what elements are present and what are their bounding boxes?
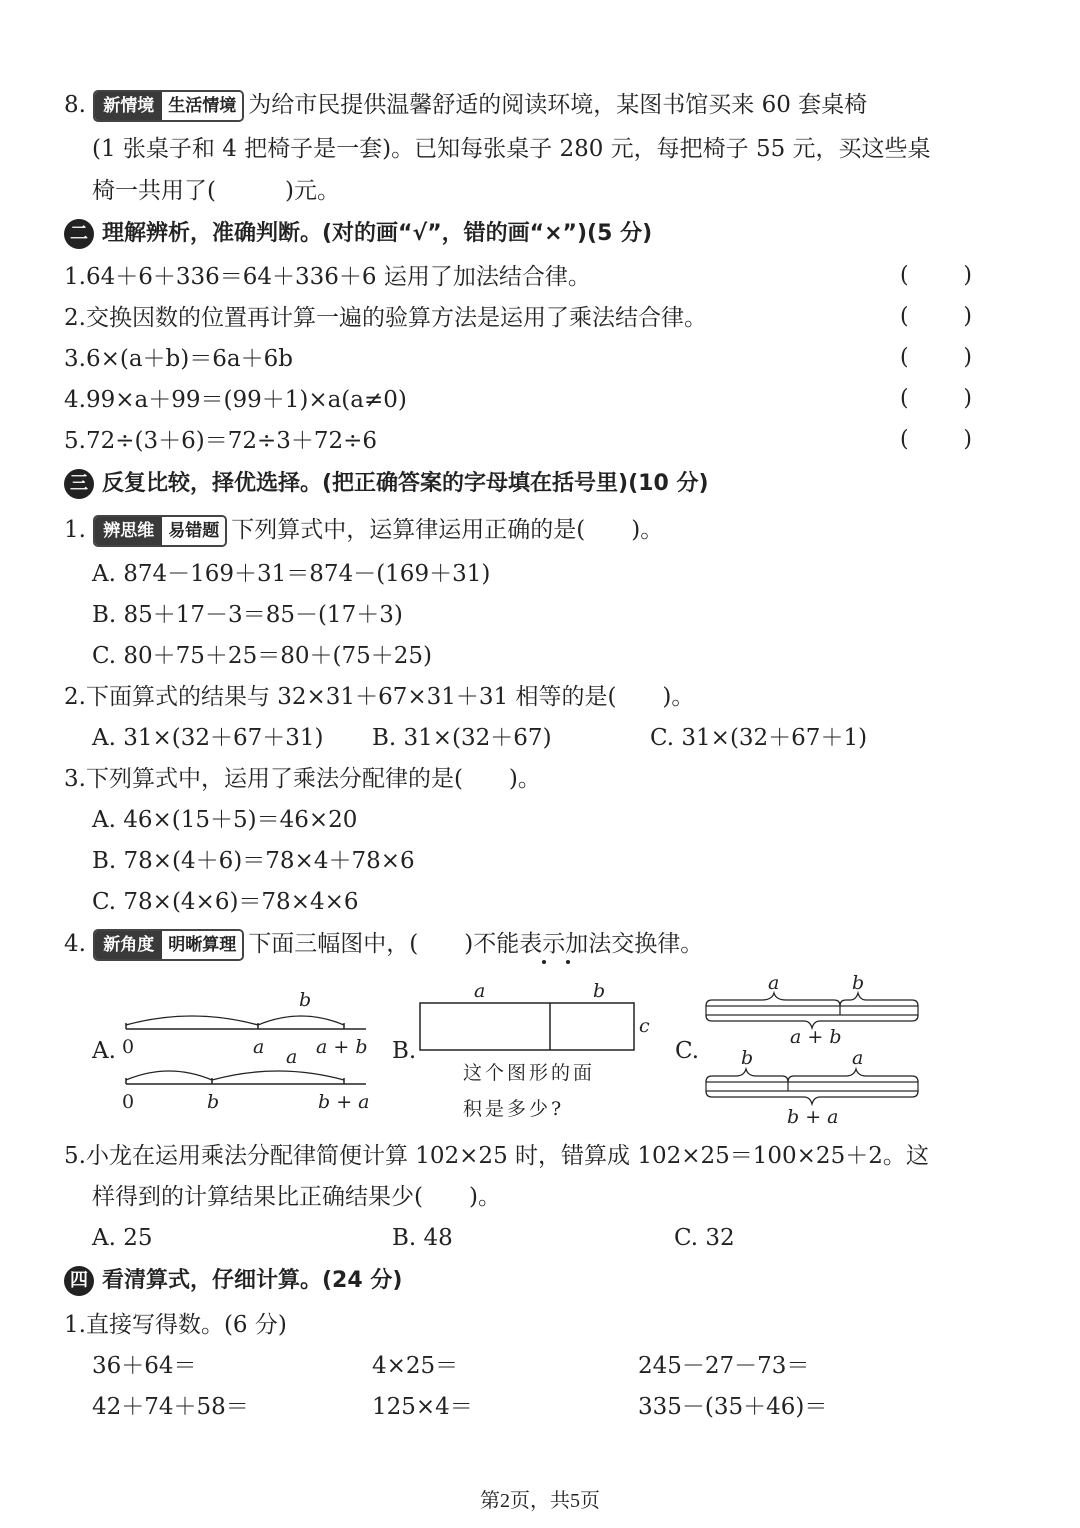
answer-blank-5[interactable]: [900, 427, 972, 452]
choice-q5-option-a: A. 25: [92, 1225, 153, 1251]
choice-q2-option-a: A. 31×(32＋67＋31): [92, 725, 324, 751]
choice-q2-text: 下面算式的结果与 32×31＋67×31＋31 相等的是( )。: [85, 684, 695, 710]
q8-badge: [93, 90, 244, 122]
section-2-title: 理解辨析，准确判断。(对的画“√”，错的画“×”)(5 分): [102, 221, 653, 246]
section-4-title: 看清算式，仔细计算。(24 分): [102, 1268, 403, 1293]
calc-expression: 36＋64＝: [92, 1353, 197, 1379]
q8-number: 8.: [64, 92, 86, 118]
section-2-mark: 二: [64, 219, 94, 249]
figure-c-a-2: a: [852, 1047, 864, 1069]
judge-item-number: 1.: [64, 264, 86, 290]
judge-item-text: 72÷(3＋6)＝72÷3＋72÷6: [85, 428, 378, 454]
section-3-title: 反复比较，择优选择。(把正确答案的字母填在括号里)(10 分): [102, 471, 709, 496]
calc-q1-stem: [64, 1310, 287, 1340]
judge-item-text: 交换因数的位置再计算一遍的验算方法是运用了乘法结合律。: [85, 305, 707, 331]
figure-c-b-2: b: [741, 1047, 754, 1069]
choice-q5-text: 小龙在运用乘法分配律简便计算 102×25 时，错算成 102×25＝100×25＋2。这: [85, 1143, 929, 1169]
choice-q4-stem: [64, 929, 703, 961]
choice-q1-option-b: B. 85＋17－3＝85－(17＋3): [92, 602, 403, 628]
paren-open: (: [900, 263, 909, 288]
calc-expression: 335－(35＋46)＝: [638, 1394, 828, 1420]
emphasis-dot: [566, 960, 570, 964]
choice-q3-stem: [64, 764, 541, 794]
judge-item-2: [64, 303, 707, 333]
judge-item-number: 5.: [64, 428, 86, 454]
judge-item-text: 64＋6＋336＝64＋336＋6 运用了加法结合律。: [85, 264, 591, 290]
paren-open: (: [900, 304, 909, 329]
figure-a-b-2: b: [207, 1091, 220, 1113]
judge-item-number: 3.: [64, 346, 86, 372]
figure-a-top-a: a: [286, 1046, 298, 1068]
paren-close: ): [963, 345, 972, 370]
paren-open: (: [900, 427, 909, 452]
figure-a-a-1: a: [253, 1036, 265, 1058]
calc-expression: 125×4＝: [372, 1394, 473, 1420]
choice-q1-option-c: C. 80＋75＋25＝80＋(75＋25): [92, 643, 432, 669]
section-4-header: [64, 1266, 402, 1296]
choice-q1-badge: [93, 515, 227, 547]
figure-a-zero-1: 0: [122, 1036, 135, 1058]
section-4-mark: 四: [64, 1266, 94, 1296]
answer-blank-1[interactable]: [900, 263, 972, 288]
q8-text-line2: (1 张桌子和 4 把椅子是一套)。已知每张桌子 280 元，每把椅子 55 元，买这些桌: [92, 136, 931, 162]
judge-item-4: [64, 385, 407, 415]
judge-item-text: 99×a＋99＝(99＋1)×a(a≠0): [85, 387, 407, 413]
judge-item-1: [64, 262, 591, 292]
choice-q1-stem: [64, 515, 663, 547]
choice-q4-badge: [93, 929, 244, 961]
answer-blank-2[interactable]: [900, 304, 972, 329]
paren-close: ): [963, 304, 972, 329]
choice-q2-option-b: B. 31×(32＋67): [372, 725, 552, 751]
choice-q5-number: 5.: [64, 1143, 86, 1169]
figure-b-a: a: [474, 980, 486, 1002]
calc-q1-text: 直接写得数。(6 分): [85, 1312, 287, 1338]
choice-q3-text: 下列算式中，运用了乘法分配律的是( )。: [85, 766, 541, 792]
badge-main: 辨思维: [95, 517, 162, 545]
figure-b-label: B.: [392, 1038, 417, 1064]
choice-q1-text: 下列算式中，运算律运用正确的是( )。: [231, 517, 664, 543]
figure-c-label: C.: [675, 1038, 700, 1064]
choice-q1-option-a: A. 874－169＋31＝874－(169＋31): [92, 561, 491, 587]
badge-sub: 易错题: [162, 517, 225, 545]
figure-c-b-plus-a: b + a: [787, 1106, 839, 1128]
figure-b-caption-1: 这个图形的面: [463, 1062, 596, 1084]
figure-b-c: c: [639, 1015, 650, 1037]
paren-close: ): [963, 427, 972, 452]
q8-line1: [64, 90, 867, 122]
choice-q3-option-a: A. 46×(15＋5)＝46×20: [92, 807, 358, 833]
badge-main: 新角度: [95, 931, 162, 959]
figure-b-caption-2: 积是多少?: [463, 1098, 565, 1120]
figure-c-a-1: a: [768, 972, 780, 994]
paren-close: ): [963, 386, 972, 411]
choice-q5-option-c: C. 32: [674, 1225, 735, 1251]
figure-a-a-plus-b: a + b: [316, 1036, 368, 1058]
calc-expression: 245－27－73＝: [638, 1353, 810, 1379]
section-2-header: [64, 219, 652, 249]
calc-q1-number: 1.: [64, 1312, 86, 1338]
section-3-header: [64, 469, 709, 499]
answer-blank-3[interactable]: [900, 345, 972, 370]
judge-item-number: 2.: [64, 305, 86, 331]
judge-item-5: [64, 426, 377, 456]
figure-c-a-plus-b: a + b: [790, 1026, 842, 1048]
section-3-mark: 三: [64, 469, 94, 499]
figure-a-label: A.: [92, 1038, 116, 1064]
choice-q2-number: 2.: [64, 684, 86, 710]
figure-a-b-plus-a: b + a: [318, 1091, 370, 1113]
figure-a-top-b: b: [299, 989, 312, 1011]
badge-sub: 明晰算理: [162, 931, 242, 959]
figure-c-b-1: b: [852, 972, 865, 994]
q8-badge-sub: 生活情境: [162, 92, 242, 120]
calc-expression: 4×25＝: [372, 1353, 459, 1379]
calc-expression: 42＋74＋58＝: [92, 1394, 249, 1420]
choice-q2-stem: [64, 682, 694, 712]
choice-q4-text: 下面三幅图中，( )不能表示加法交换律。: [248, 931, 704, 957]
judge-item-3: [64, 344, 293, 374]
paren-open: (: [900, 386, 909, 411]
figure-a-zero-2: 0: [122, 1091, 135, 1113]
paren-close: ): [963, 263, 972, 288]
judge-item-number: 4.: [64, 387, 86, 413]
answer-blank-4[interactable]: [900, 386, 972, 411]
choice-q3-number: 3.: [64, 766, 86, 792]
choice-q5-option-b: B. 48: [392, 1225, 453, 1251]
choice-q1-number: 1.: [64, 517, 86, 543]
choice-q3-option-c: C. 78×(4×6)＝78×4×6: [92, 889, 359, 915]
figure-b-rectangle: [418, 1000, 640, 1054]
choice-q2-option-c: C. 31×(32＋67＋1): [650, 725, 868, 751]
emphasis-dot: [542, 960, 546, 964]
choice-q5-line1: [64, 1141, 929, 1171]
figure-b-b: b: [593, 980, 606, 1002]
choice-q4-number: 4.: [64, 931, 86, 957]
page-footer: 第2页，共5页: [480, 1490, 600, 1512]
choice-q3-option-b: B. 78×(4＋6)＝78×4＋78×6: [92, 848, 415, 874]
q8-text-line1: 为给市民提供温馨舒适的阅读环境，某图书馆买来 60 套桌椅: [248, 92, 868, 118]
q8-badge-main: 新情境: [95, 92, 162, 120]
paren-open: (: [900, 345, 909, 370]
figure-c-diagram: [700, 990, 926, 1110]
choice-q5-line2: 样得到的计算结果比正确结果少( )。: [92, 1184, 501, 1210]
q8-text-line3: 椅一共用了( )元。: [92, 178, 340, 204]
judge-item-text: 6×(a＋b)＝6a＋6b: [85, 346, 293, 372]
